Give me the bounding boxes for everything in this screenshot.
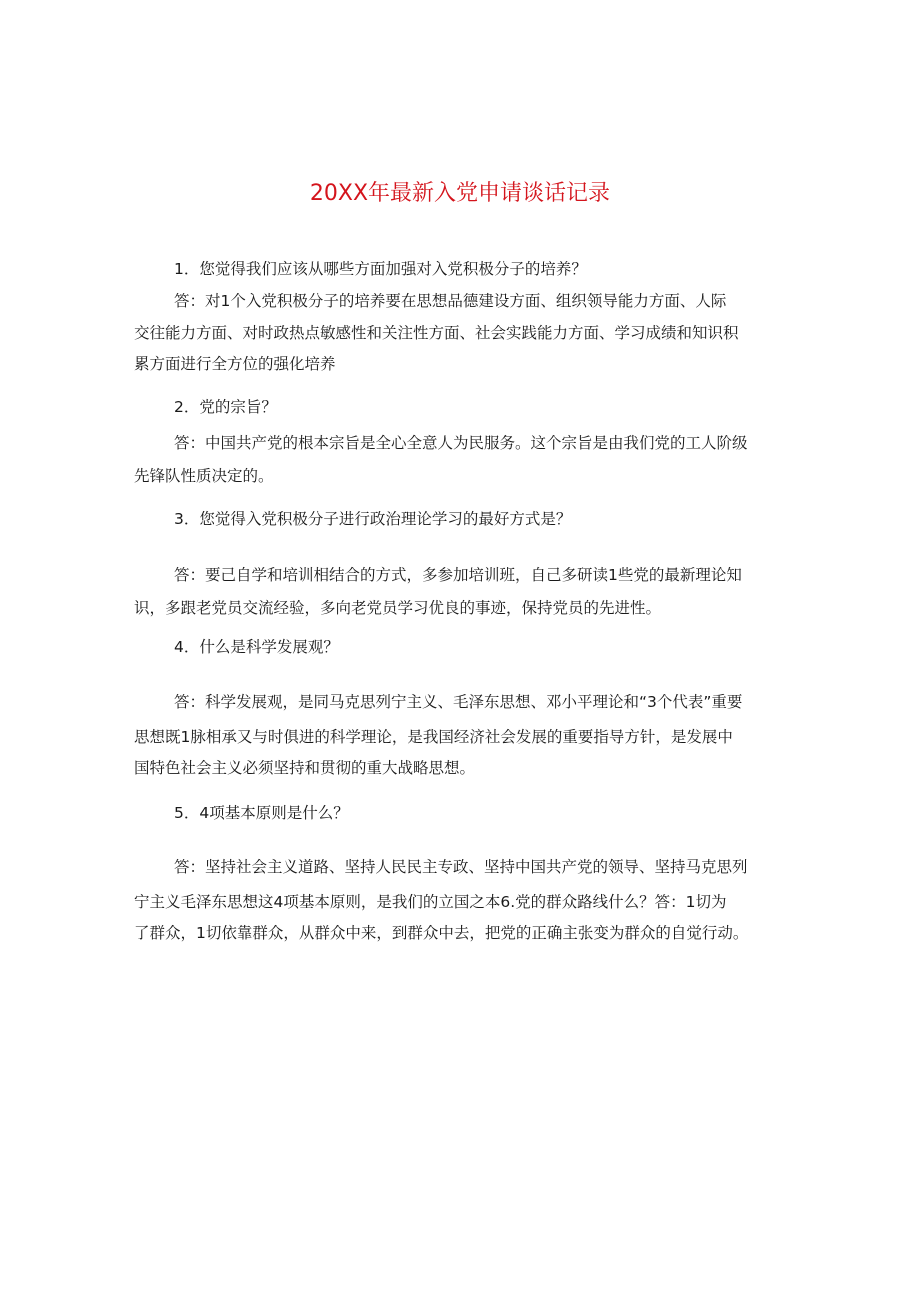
question-4: [174, 632, 339, 663]
document-title: 20XX年最新入党申请谈话记录: [309, 181, 611, 206]
question-text: 2．党的宗旨？: [174, 398, 277, 416]
question-2: [174, 392, 277, 423]
answer-line: 累方面进行全方位的强化培养: [134, 355, 336, 373]
answer-3-rest: [134, 593, 661, 624]
question-3: [174, 504, 571, 535]
answer-line: 答：中国共产党的根本宗旨是全心全意人为民服务。这个宗旨是由我们党的工人阶级: [174, 434, 748, 452]
question-text: 1．您觉得我们应该从哪些方面加强对入党积极分子的培养？: [174, 260, 587, 278]
answer-line: 宁主义毛泽东思想这4项基本原则，是我们的立国之本6.党的群众路线什么？答：1切为: [134, 893, 727, 911]
answer-line: 识，多跟老党员交流经验，多向老党员学习优良的事迹，保持党员的先进性。: [134, 599, 662, 617]
answer-line: 答：坚持社会主义道路、坚持人民民主专政、坚持中国共产党的领导、坚持马克思列: [174, 858, 748, 876]
question-1: [174, 254, 587, 285]
answer-line: 答：科学发展观，是同马克思列宁主义、毛泽东思想、邓小平理论和“3个代表”重要: [174, 693, 743, 711]
answer-2-first: [174, 428, 748, 459]
answer-4-first: [174, 687, 742, 718]
answer-line: 了群众，1切依靠群众，从群众中来，到群众中去，把党的正确主张变为群众的自觉行动。: [134, 924, 749, 942]
answer-1-first: [174, 286, 726, 317]
answer-5-rest: [134, 887, 748, 949]
question-5: [174, 798, 349, 829]
question-text: 4．什么是科学发展观？: [174, 638, 339, 656]
answer-line: 答：要己自学和培训相结合的方式，多参加培训班，自己多研读1些党的最新理论知: [174, 566, 742, 584]
answer-line: 交往能力方面、对时政热点敏感性和关注性方面、社会实践能力方面、学习成绩和知识积: [134, 324, 739, 342]
answer-line: 国特色社会主义必须坚持和贯彻的重大战略思想。: [134, 759, 476, 777]
answer-line: 答：对1个入党积极分子的培养要在思想品德建设方面、组织领导能力方面、人际: [174, 292, 727, 310]
answer-2-rest: [134, 461, 274, 492]
question-text: 5．4项基本原则是什么？: [174, 804, 349, 822]
question-text: 3．您觉得入党积极分子进行政治理论学习的最好方式是？: [174, 510, 572, 528]
answer-line: 思想既1脉相承又与时俱进的科学理论，是我国经济社会发展的重要指导方针，是发展中: [134, 728, 733, 746]
answer-5-first: [174, 852, 748, 883]
answer-4-rest: [134, 722, 733, 784]
answer-line: 先锋队性质决定的。: [134, 467, 274, 485]
answer-3-first: [174, 560, 742, 591]
answer-1-rest: [134, 318, 739, 380]
